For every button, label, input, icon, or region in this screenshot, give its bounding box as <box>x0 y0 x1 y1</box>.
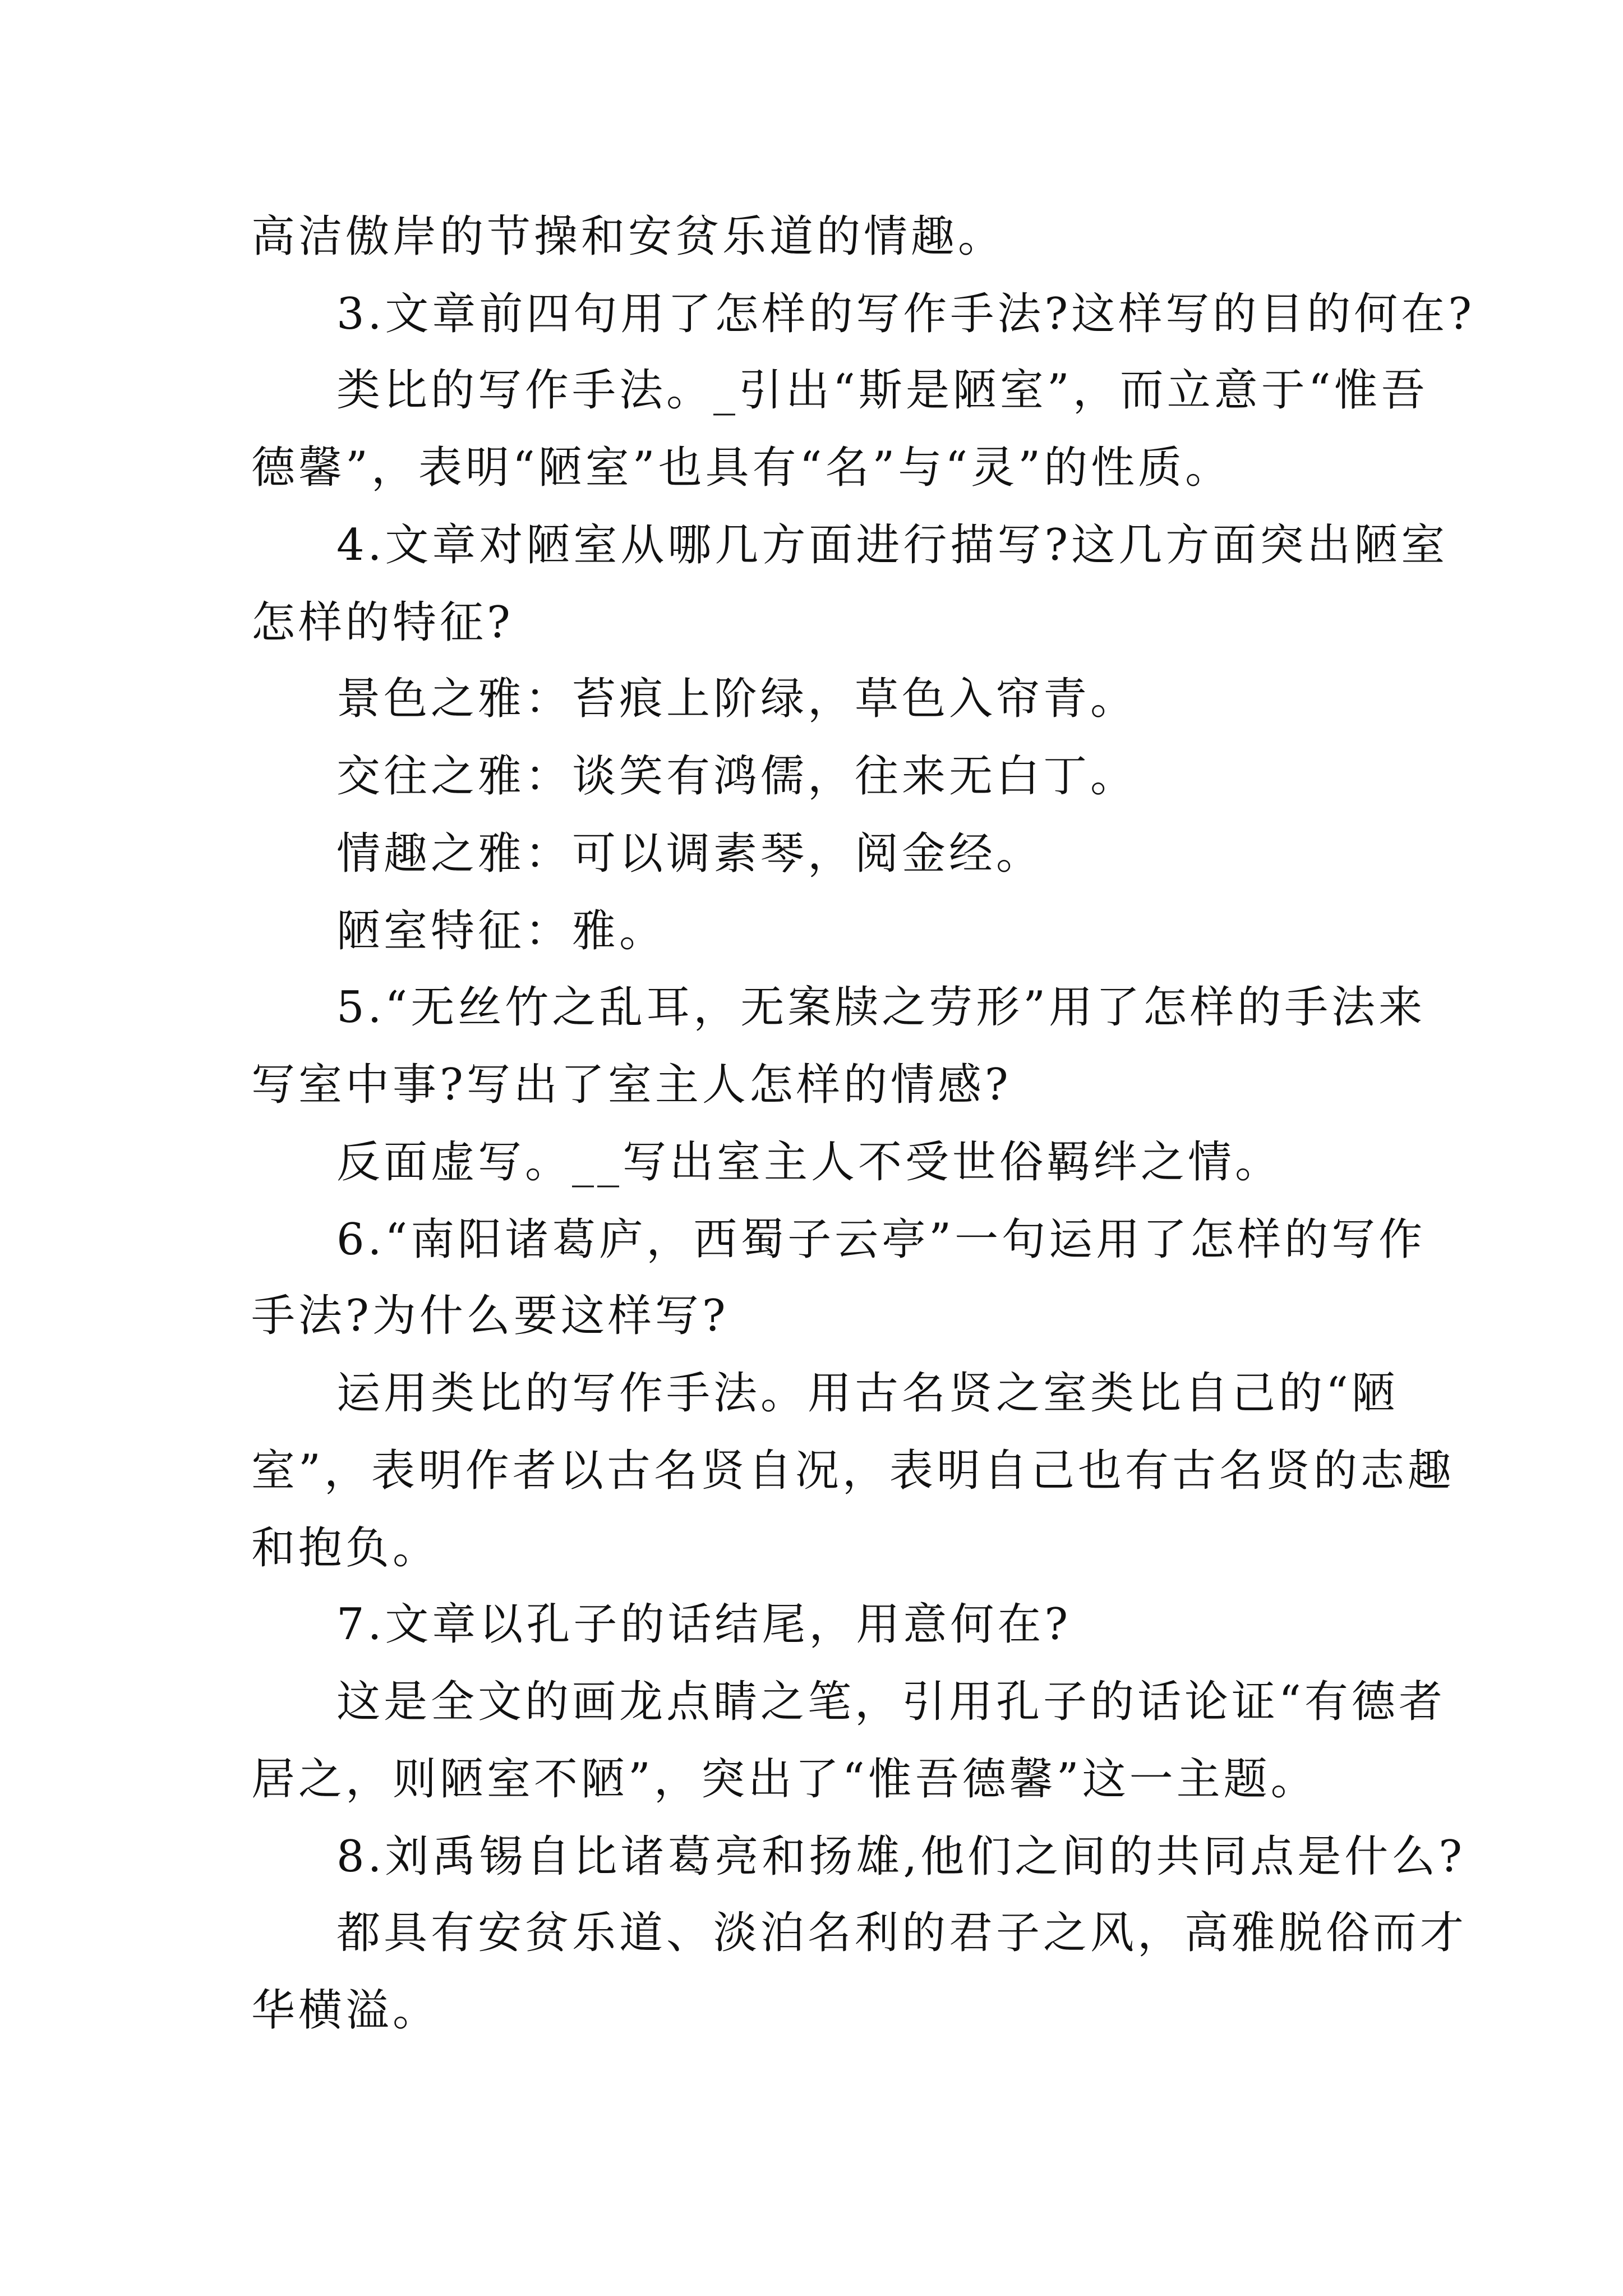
text-line: 居之，则陋室不陋”，突出了“惟吾德馨”这一主题。 <box>251 1754 1318 1805</box>
answer-7: 这是全文的画龙点睛之笔，引用孔子的话论证“有德者 <box>336 1677 1446 1727</box>
text-line: 怎样的特征? <box>251 597 514 648</box>
text-line: 写室中事?写出了室主人怎样的情感? <box>251 1060 1012 1110</box>
text-line: 手法?为什么要这样写? <box>251 1291 729 1341</box>
answer-8: 都具有安贫乐道、淡泊名利的君子之风，高雅脱俗而才 <box>336 1908 1468 1958</box>
answer-4-company: 交往之雅：谈笑有鸿儒，往来无白丁。 <box>336 751 1138 802</box>
text-line: 华横溢。 <box>251 1985 440 2036</box>
question-4: 4.文章对陋室从哪几方面进行描写?这几方面突出陋室 <box>336 520 1449 570</box>
answer-5: 反面虚写。__写出室主人不受世俗羁绊之情。 <box>336 1137 1283 1188</box>
text-line: 和抱负。 <box>251 1523 440 1573</box>
question-3: 3.文章前四句用了怎样的写作手法?这样写的目的何在? <box>336 289 1476 339</box>
question-8: 8.刘禹锡自比诸葛亮和扬雄,他们之间的共同点是什么? <box>336 1832 1466 1882</box>
question-6: 6.“南阳诸葛庐，西蜀子云亭”一句运用了怎样的写作 <box>336 1214 1426 1265</box>
text-line: 高洁傲岸的节操和安贫乐道的情趣。 <box>251 211 1006 262</box>
text-line: 德馨”，表明“陋室”也具有“名”与“灵”的性质。 <box>251 443 1233 493</box>
answer-3: 类比的写作手法。_引出“斯是陋室”，而立意于“惟吾 <box>336 365 1428 416</box>
answer-6: 运用类比的写作手法。用古名贤之室类比自己的“陋 <box>336 1368 1399 1419</box>
answer-4-scenery: 景色之雅：苔痕上阶绿，草色入帘青。 <box>336 674 1138 724</box>
answer-4-interest: 情趣之雅：可以调素琴，阅金经。 <box>336 829 1044 879</box>
question-5: 5.“无丝竹之乱耳，无案牍之劳形”用了怎样的手法来 <box>336 982 1426 1033</box>
answer-4-feature: 陋室特征：雅。 <box>336 906 667 956</box>
text-line: 室”，表明作者以古名贤自况，表明自己也有古名贤的志趣 <box>251 1446 1455 1496</box>
question-7: 7.文章以孔子的话结尾，用意何在? <box>336 1599 1072 1650</box>
